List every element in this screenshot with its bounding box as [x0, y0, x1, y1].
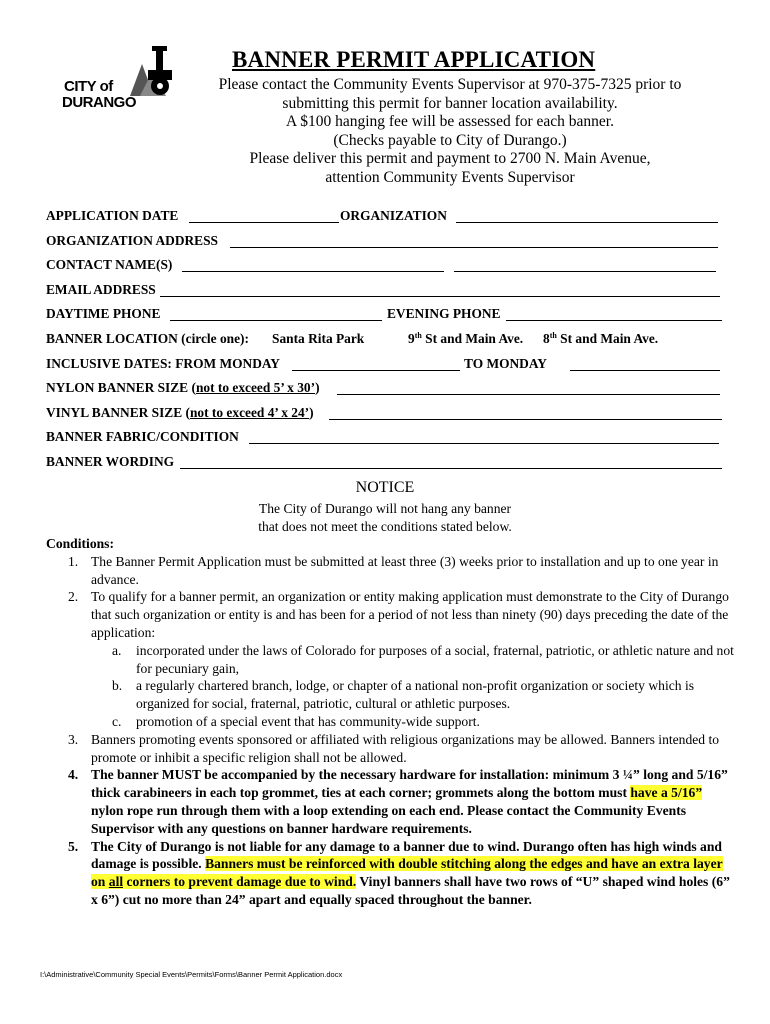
vinyl-size-text: VINYL BANNER SIZE (	[46, 404, 190, 420]
subitem-letter: b.	[112, 678, 123, 694]
condition-text: The Banner Permit Application must be submitted at least three (3) weeks prior to installation and up to one year in advance.	[91, 553, 719, 587]
intro-line: A $100 hanging fee will be assessed for each banner.	[286, 113, 614, 131]
form-row-fabric	[46, 429, 724, 454]
subitem-text: promotion of a special event that has community-wide support.	[136, 713, 480, 729]
form-row-dates	[46, 356, 724, 381]
nylon-size-text: NYLON BANNER SIZE (	[46, 380, 196, 396]
condition-text: The banner MUST be accompanied by the necessary hardware for installation: minimum 3 ¼” long and 5/16” thick carabineers in each top grommet, ties at each corner; grommets along the bottom must	[91, 767, 728, 801]
location-option-santa-rita[interactable]: Santa Rita Park	[272, 330, 365, 346]
form-row-date-org	[46, 208, 724, 233]
condition-text: Vinyl banners shall have two rows of “U” shaped wind holes (6” x 6”) cut no more than 24” apart and equally spaced throughout the banner.	[91, 874, 730, 907]
application-date-field[interactable]	[189, 222, 339, 223]
intro-line: submitting this permit for banner location availability.	[282, 94, 618, 112]
intro-line: attention Community Events Supervisor	[325, 168, 575, 186]
condition-number: 1.	[68, 553, 79, 569]
nylon-size-field[interactable]	[337, 394, 720, 395]
condition-text: nylon rope run through them with a loop extending on each end. Please contact the Community Events Supervisor with any questions on banner hardware requirements.	[91, 802, 687, 836]
condition-text: The City of Durango is not liable for any damage to a banner due to wind. Durango often has high winds and damage is possible.	[91, 838, 722, 872]
condition-item	[46, 766, 736, 837]
organization-address-label: ORGANIZATION ADDRESS	[46, 232, 219, 248]
form-row-email	[46, 282, 724, 307]
fabric-condition-label: BANNER FABRIC/CONDITION	[46, 429, 239, 445]
application-form	[46, 208, 724, 479]
condition-text: To qualify for a banner permit, an organization or entity making application must demonstrate to the City of Durango that such organization or entity is and has been for a period of not less than ninety (90) days preceding the date of the application:	[91, 589, 729, 640]
condition-item	[46, 588, 736, 641]
conditions-heading: Conditions:	[46, 536, 114, 551]
location-9th-street: St and Main Ave.	[421, 330, 524, 346]
vinyl-size-limit: not to exceed 4’ x 24’	[189, 404, 310, 420]
banner-wording-field[interactable]	[180, 468, 722, 469]
subitem-text: a regularly chartered branch, lodge, or chapter of a national non-profit organization or society which is organized for social, fraternal, patriotic, cultural or athletic purposes.	[136, 678, 695, 712]
condition-subitem	[46, 642, 736, 678]
condition-text: Banners promoting events sponsored or affiliated with religious organizations may be allowed. Banners intended to promote or inhibit a specific religion shall not be allowed.	[91, 731, 720, 765]
form-row-wording	[46, 454, 724, 479]
intro-block	[150, 76, 750, 188]
page-title: BANNER PERMIT APPLICATION	[232, 47, 596, 72]
organization-address-field[interactable]	[230, 247, 718, 248]
application-date-label: APPLICATION DATE	[46, 208, 179, 223]
highlighted-underlined-text: all	[108, 874, 124, 890]
condition-item	[46, 731, 736, 767]
form-row-vinyl	[46, 405, 724, 430]
condition-item	[46, 838, 736, 909]
daytime-phone-field[interactable]	[170, 320, 382, 321]
vinyl-size-label	[46, 405, 314, 421]
notice-title: NOTICE	[355, 479, 415, 496]
condition-number: 4.	[68, 767, 79, 783]
to-monday-field[interactable]	[570, 370, 720, 371]
conditions-section	[46, 535, 736, 909]
logo-city-of: CITY of	[64, 78, 113, 95]
form-row-contact	[46, 257, 724, 282]
subitem-letter: a.	[112, 642, 122, 658]
condition-item	[46, 553, 736, 589]
condition-subitem	[46, 713, 736, 731]
location-8th-number: 8	[543, 330, 550, 346]
subitem-text: incorporated under the laws of Colorado for purposes of a social, fraternal, patriotic, or athletic nature and not for pecuniary gain,	[136, 642, 734, 676]
intro-line: Please contact the Community Events Supervisor at 970-375-7325 prior to	[218, 76, 682, 93]
vinyl-size-close: )	[309, 404, 314, 420]
inclusive-dates-label: INCLUSIVE DATES: FROM MONDAY	[46, 355, 280, 371]
contact-names-label: CONTACT NAME(S)	[46, 257, 173, 273]
nylon-size-limit: not to exceed 5’ x 30’	[195, 380, 316, 396]
notice-line: that does not meet the conditions stated below.	[258, 519, 512, 534]
banner-wording-label: BANNER WORDING	[46, 453, 175, 469]
banner-location-label: BANNER LOCATION (circle one):	[46, 330, 249, 346]
condition-number: 3.	[68, 731, 79, 747]
highlighted-text: Banners must be reinforced with double stitching along the edges and have an extra layer on	[91, 856, 723, 890]
subitem-letter: c.	[112, 713, 122, 729]
nylon-size-close: )	[315, 380, 320, 396]
evening-phone-label: EVENING PHONE	[387, 306, 501, 322]
form-row-phones	[46, 306, 724, 331]
form-row-location	[46, 331, 724, 356]
condition-number: 2.	[68, 589, 79, 605]
contact-name-field-2[interactable]	[454, 271, 716, 272]
contact-name-field-1[interactable]	[182, 271, 444, 272]
location-9th-number: 9	[408, 330, 415, 346]
nylon-size-label	[46, 380, 320, 396]
location-9th-suffix: th	[414, 330, 422, 340]
file-path-footer: I:\Administrative\Community Special Events\Permits\Forms\Banner Permit Application.docx	[40, 970, 343, 979]
condition-subitem	[46, 677, 736, 713]
notice-text	[0, 500, 770, 536]
notice-line: The City of Durango will not hang any banner	[258, 501, 512, 516]
fabric-condition-field[interactable]	[249, 443, 719, 444]
email-address-field[interactable]	[160, 296, 720, 297]
condition-number: 5.	[68, 838, 79, 854]
evening-phone-field[interactable]	[506, 320, 722, 321]
to-monday-label: TO MONDAY	[464, 355, 547, 371]
form-row-nylon	[46, 380, 724, 405]
email-address-label: EMAIL ADDRESS	[46, 281, 156, 297]
daytime-phone-label: DAYTIME PHONE	[46, 306, 161, 322]
organization-label: ORGANIZATION	[340, 208, 447, 223]
intro-line: Please deliver this permit and payment to 2700 N. Main Avenue,	[249, 150, 651, 168]
location-option-9th[interactable]	[408, 331, 523, 347]
highlighted-text: have a 5/16”	[630, 785, 703, 801]
location-8th-street: St and Main Ave.	[556, 330, 659, 346]
location-8th-suffix: th	[549, 330, 557, 340]
vinyl-size-field[interactable]	[329, 419, 722, 420]
form-row-org-address	[46, 233, 724, 258]
location-option-8th[interactable]	[543, 331, 658, 347]
highlighted-text: corners to prevent damage due to wind.	[123, 874, 357, 890]
organization-field[interactable]	[456, 222, 718, 223]
from-monday-field[interactable]	[292, 370, 460, 371]
logo-durango: DURANGO	[62, 94, 136, 111]
intro-line: (Checks payable to City of Durango.)	[333, 131, 567, 149]
